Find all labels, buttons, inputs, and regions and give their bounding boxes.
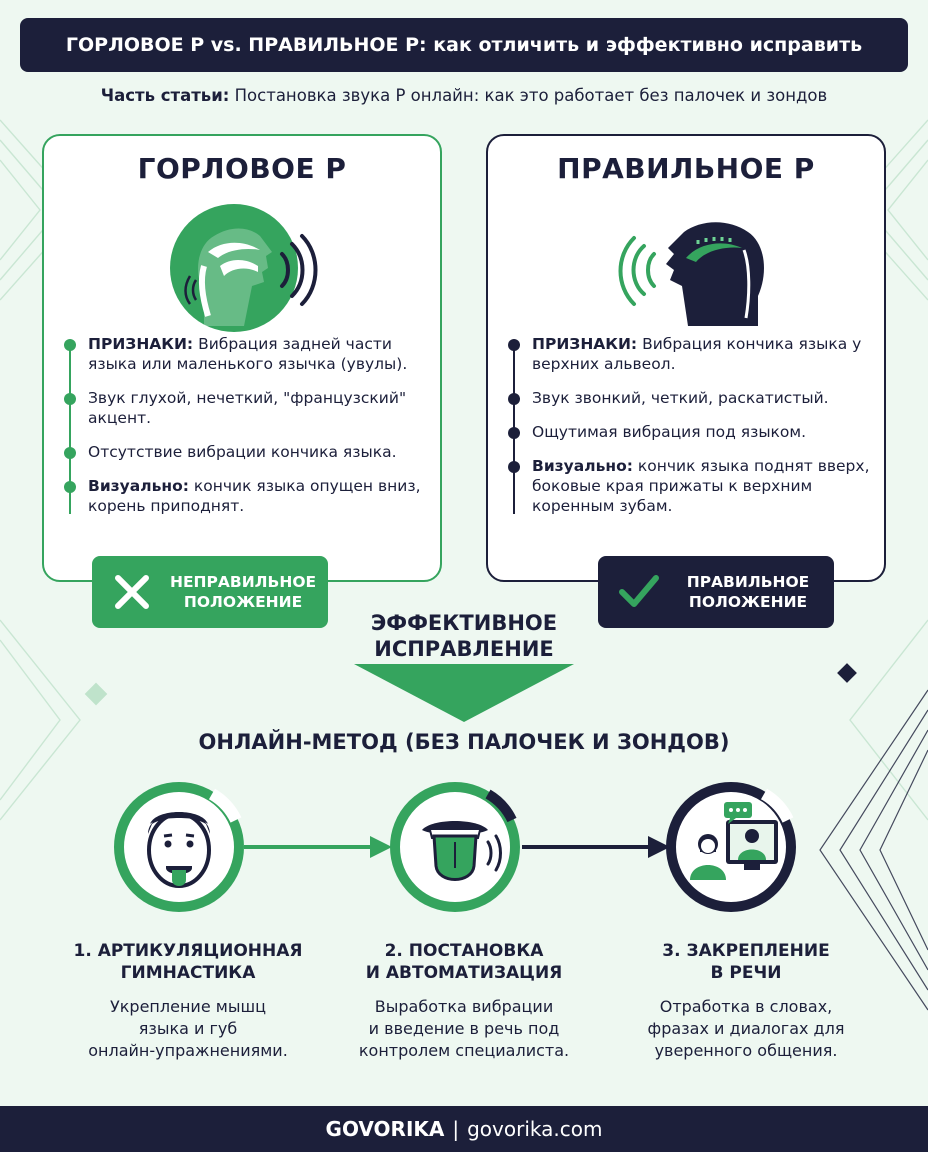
effective-fix-title: ЭФФЕКТИВНОЕ ИСПРАВЛЕНИЕ: [370, 611, 558, 661]
step-2-title: 2. ПОСТАНОВКА И АВТОМАТИЗАЦИЯ: [365, 941, 563, 983]
bullet-dot: [508, 427, 520, 439]
throat-r-title: ГОРЛОВОЕ Р: [137, 152, 347, 185]
list-item: Ощутимая вибрация под языком.: [508, 422, 878, 442]
cross-icon: [110, 570, 154, 614]
correct-r-card: [486, 134, 886, 582]
separator: |: [452, 1117, 460, 1141]
list-item: Звук глухой, нечеткий, "французский" акцент.: [64, 388, 434, 428]
correct-r-signs: [508, 334, 878, 530]
tongue-tip-head-icon: [608, 196, 768, 336]
incorrect-position-label: НЕПРАВИЛЬНОЕ ПОЛОЖЕНИЕ: [170, 573, 317, 611]
page-title: ГОРЛОВОЕ Р vs. ПРАВИЛЬНОЕ Р: как отличить и эффективно исправить: [20, 18, 908, 72]
brand-name: GOVORIKA: [325, 1117, 445, 1141]
step-3-description: Отработка в словах, фразах и диалогах для уверенного общения.: [647, 997, 845, 1060]
correct-position-badge: [598, 556, 834, 628]
right-arrow-icon: [522, 834, 672, 860]
video-call-icon: [664, 780, 798, 914]
check-icon: [616, 570, 660, 614]
step-3-title: 3. ЗАКРЕПЛЕНИЕ В РЕЧИ: [662, 941, 830, 983]
list-item: ПРИЗНАКИ: Вибрация кончика языка у верхних альвеол.: [508, 334, 878, 374]
list-item: Звук звонкий, четкий, раскатистый.: [508, 388, 878, 408]
step-1-title: 1. АРТИКУЛЯЦИОННАЯ ГИМНАСТИКА: [73, 941, 303, 983]
step-2-description: Выработка вибрации и введение в речь под контролем специалиста.: [358, 997, 570, 1060]
footer: [0, 1106, 928, 1152]
bullet-dot: [508, 339, 520, 351]
list-item: Визуально: кончик языка опущен вниз, корень приподнят.: [64, 476, 434, 516]
subtitle-text: Постановка звука Р онлайн: как это работает без палочек и зондов: [234, 86, 828, 105]
vibrating-tongue-icon: [388, 780, 522, 914]
correct-r-title: ПРАВИЛЬНОЕ Р: [557, 152, 815, 185]
right-arrow-icon: [244, 834, 394, 860]
subtitle-label: Часть статьи:: [100, 86, 230, 105]
bullet-dot: [64, 393, 76, 405]
correct-position-label: ПРАВИЛЬНОЕ ПОЛОЖЕНИЕ: [686, 573, 810, 611]
throat-r-card: [42, 134, 442, 582]
down-arrow-icon: [354, 664, 574, 722]
bullet-dot: [508, 393, 520, 405]
incorrect-position-badge: [92, 556, 328, 628]
list-item: ПРИЗНАКИ: Вибрация задней части языка или маленького язычка (увулы).: [64, 334, 434, 374]
throat-r-signs: [64, 334, 434, 530]
article-subtitle: [0, 86, 928, 105]
online-method-title: ОНЛАЙН-МЕТОД (БЕЗ ПАЛОЧЕК И ЗОНДОВ): [198, 730, 730, 754]
tongue-out-face-icon: [112, 780, 246, 914]
throat-vibration-head-icon: [164, 196, 324, 336]
list-item: Визуально: кончик языка поднят вверх, боковые края прижаты к верхним коренным зубам.: [508, 456, 878, 516]
step-1-description: Укрепление мышц языка и губ онлайн-упражнениями.: [88, 997, 288, 1060]
bullet-dot: [508, 461, 520, 473]
bullet-dot: [64, 481, 76, 493]
website-link[interactable]: govorika.com: [467, 1117, 603, 1141]
list-item: Отсутствие вибрации кончика языка.: [64, 442, 434, 462]
bullet-dot: [64, 447, 76, 459]
bullet-dot: [64, 339, 76, 351]
